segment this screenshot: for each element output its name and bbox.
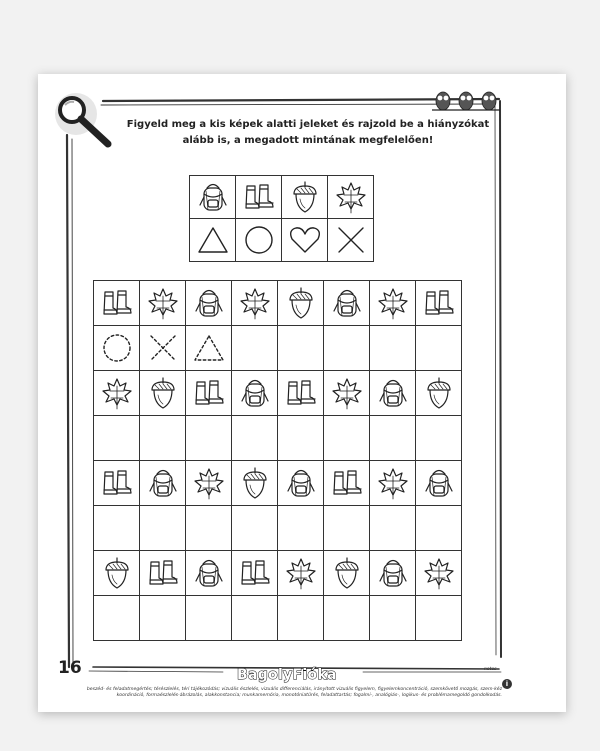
key-symbol-row [190,219,374,262]
picture-cell [232,371,278,416]
owl-decoration-icon [432,88,500,112]
picture-cell [186,371,232,416]
answer-cell-empty[interactable] [278,506,324,551]
picture-cell [140,461,186,506]
x-symbol [140,332,185,364]
picture-cell [140,371,186,416]
maple-leaf-icon [186,465,231,501]
answer-cell-empty[interactable] [140,596,186,641]
rain-boots-icon [186,375,231,411]
answer-cell-empty[interactable] [370,416,416,461]
key-symbol-cell [328,219,374,262]
answer-row [94,326,462,371]
acorn-icon [94,555,139,591]
circle-symbol [94,332,139,364]
backpack-icon [278,465,323,501]
answer-row [94,416,462,461]
picture-cell [140,551,186,596]
key-picture-cell [328,176,374,219]
answer-cell-empty[interactable] [416,506,462,551]
key-picture-row [190,176,374,219]
picture-cell [278,281,324,326]
rain-boots-icon [416,285,461,321]
maple-leaf-icon [324,375,369,411]
answer-cell-empty[interactable] [140,416,186,461]
answer-cell-empty[interactable] [416,596,462,641]
key-table [189,175,374,262]
answer-cell-empty[interactable] [416,326,462,371]
maple-leaf-icon [140,285,185,321]
key-symbol-cell [190,219,236,262]
picture-cell [370,461,416,506]
picture-cell [416,461,462,506]
answer-cell [140,326,186,371]
maple-leaf-icon [416,555,461,591]
brand-logo: BagolyFióka [237,667,337,683]
answer-cell-empty[interactable] [186,416,232,461]
rain-boots-icon [278,375,323,411]
picture-cell [324,281,370,326]
picture-cell [416,371,462,416]
answer-cell-empty[interactable] [278,326,324,371]
picture-cell [278,461,324,506]
picture-cell [324,371,370,416]
maple-leaf-icon [232,285,277,321]
picture-cell [232,281,278,326]
skills-footer: beszéd- és feladatmegértés; térészlelés, téri tájékozódás; vizuális észlelés, vizuális differenciálás, irányított vizuális figyelem, figyelemkoncentráció, szemkövető mozgás, szem-kéz koordináció, formaészlelés-ábrázolás, alakkonstancia; munkamemória, monotóniatűrés, feladattartás; fogalmi-, analógiás-, logikus- és problémamegoldó gondolkodás. [86,687,502,698]
answer-row [94,596,462,641]
key-symbol-cell [236,219,282,262]
picture-cell [186,461,232,506]
backpack-icon [370,375,415,411]
info-icon: i [502,679,512,689]
x-symbol [328,224,373,256]
picture-cell [94,281,140,326]
answer-cell-empty[interactable] [324,506,370,551]
answer-cell-empty[interactable] [232,326,278,371]
picture-row [94,461,462,506]
answer-cell-empty[interactable] [232,506,278,551]
rain-boots-icon [232,555,277,591]
triangle-symbol [186,333,231,363]
answer-cell-empty[interactable] [370,506,416,551]
picture-cell [324,461,370,506]
key-picture-cell [282,176,328,219]
picture-cell [140,281,186,326]
backpack-icon [186,555,231,591]
rain-boots-icon [94,285,139,321]
picture-cell [278,551,324,596]
answer-cell-empty[interactable] [370,326,416,371]
picture-cell [232,551,278,596]
picture-row [94,551,462,596]
answer-cell-empty[interactable] [94,596,140,641]
key-picture-cell [190,176,236,219]
picture-cell [94,461,140,506]
exercise-grid [93,280,462,641]
instruction-text: Figyeld meg a kis képek alatti jeleket és rajzold be a hiányzókat alább is, a megadott mintának megfelelően! [126,119,490,146]
backpack-icon [324,285,369,321]
backpack-icon [190,179,235,215]
backpack-icon [140,465,185,501]
answer-cell-empty[interactable] [186,596,232,641]
heart-symbol [282,225,327,255]
answer-cell [186,326,232,371]
picture-cell [370,371,416,416]
answer-cell-empty[interactable] [324,416,370,461]
notes-label: notes [484,667,497,672]
answer-cell-empty[interactable] [324,326,370,371]
answer-row [94,506,462,551]
acorn-icon [324,555,369,591]
picture-cell [232,461,278,506]
acorn-icon [232,465,277,501]
acorn-icon [140,375,185,411]
picture-row [94,281,462,326]
answer-cell-empty[interactable] [278,416,324,461]
picture-cell [324,551,370,596]
key-picture-cell [236,176,282,219]
picture-cell [186,281,232,326]
answer-cell-empty[interactable] [416,416,462,461]
answer-cell [94,326,140,371]
picture-cell [370,551,416,596]
page-number: 16 [58,658,82,678]
answer-cell-empty[interactable] [94,506,140,551]
picture-row [94,371,462,416]
answer-cell-empty[interactable] [278,596,324,641]
backpack-icon [186,285,231,321]
picture-cell [278,371,324,416]
maple-leaf-icon [94,375,139,411]
picture-cell [370,281,416,326]
backpack-icon [416,465,461,501]
triangle-symbol [190,225,235,255]
picture-cell [416,281,462,326]
answer-cell-empty[interactable] [94,416,140,461]
picture-cell [416,551,462,596]
picture-cell [186,551,232,596]
acorn-icon [278,285,323,321]
answer-cell-empty[interactable] [140,506,186,551]
acorn-icon [416,375,461,411]
rain-boots-icon [324,465,369,501]
maple-leaf-icon [278,555,323,591]
answer-cell-empty[interactable] [186,506,232,551]
acorn-icon [282,179,327,215]
picture-cell [94,371,140,416]
magnifier-icon [52,92,118,154]
answer-cell-empty[interactable] [324,596,370,641]
rain-boots-icon [236,179,281,215]
maple-leaf-icon [328,179,373,215]
maple-leaf-icon [370,465,415,501]
circle-symbol [236,224,281,256]
rain-boots-icon [140,555,185,591]
picture-cell [94,551,140,596]
answer-cell-empty[interactable] [370,596,416,641]
backpack-icon [232,375,277,411]
rain-boots-icon [94,465,139,501]
key-symbol-cell [282,219,328,262]
answer-cell-empty[interactable] [232,596,278,641]
maple-leaf-icon [370,285,415,321]
answer-cell-empty[interactable] [232,416,278,461]
backpack-icon [370,555,415,591]
